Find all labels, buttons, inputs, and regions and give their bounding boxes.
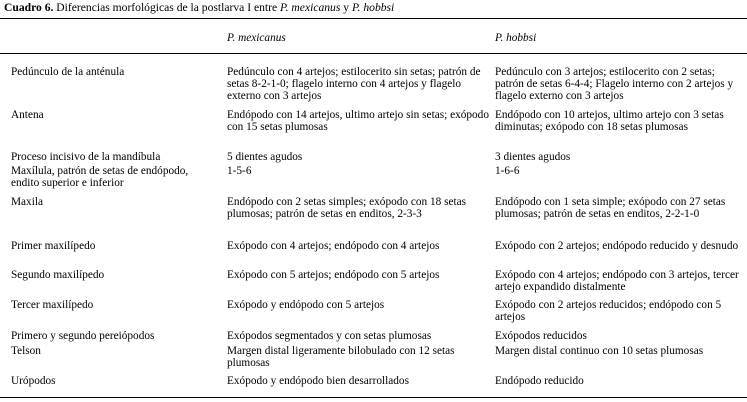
row-label: Primero y segundo pereiópodos xyxy=(11,330,155,342)
cell-mexicanus: Endópodo con 14 artejos, ultimo artejo sin setas; exópodo con 15 setas plumosas xyxy=(227,109,489,133)
cell-mexicanus: Exópodo y endópodo con 5 artejos xyxy=(227,299,385,311)
cell-mexicanus: 5 dientes agudos xyxy=(227,151,303,163)
cell-mexicanus: Exópodo con 4 artejos; endópodo con 4 artejos xyxy=(227,240,440,252)
row-label: Maxila xyxy=(11,196,43,208)
row-label: Antena xyxy=(11,109,44,121)
caption-species-2: P. hobbsi xyxy=(351,1,395,14)
cell-mexicanus: Exópodos segmentados y con setas plumosas xyxy=(227,330,432,342)
header-hobbsi: P. hobbsi xyxy=(495,32,537,44)
row-label: Segundo maxilípedo xyxy=(11,269,105,281)
row-label: Urópodos xyxy=(11,375,56,387)
cell-hobbsi: Endópodo con 1 seta simple; exópodo con 27 setas plumosas; patrón de setas en enditos, 2-2-1-0 xyxy=(495,196,726,220)
cell-hobbsi: 3 dientes agudos xyxy=(495,151,571,163)
cell-hobbsi: 1-6-6 xyxy=(495,165,520,177)
row-label: Primer maxilípedo xyxy=(11,240,96,252)
cell-hobbsi: Endópodo reducido xyxy=(495,375,584,387)
cell-mexicanus: Pedúnculo con 4 artejos; estilocerito sin setas; patrón de setas 8-2-1-0; flagelo interno con 4 artejos y flagelo externo con 3 artejos xyxy=(227,66,481,102)
top-rule xyxy=(0,18,747,19)
caption-species-1: P. mexicanus xyxy=(280,1,341,14)
caption-label: Cuadro 6. xyxy=(4,1,54,14)
cell-mexicanus: Exópodo y endópodo bien desarrollados xyxy=(227,375,409,387)
cell-hobbsi: Exópodo con 2 artejos; endópodo reducido y desnudo xyxy=(495,240,739,252)
row-label: Pedúnculo de la anténula xyxy=(11,66,125,78)
cell-hobbsi: Margen distal continuo con 10 setas plumosas xyxy=(495,345,704,357)
cell-mexicanus: Margen distal ligeramente bilobulado con 12 setas plumosas xyxy=(227,345,455,369)
cell-hobbsi: Endópodo con 10 artejos, ultimo artejo con 3 setas diminutas; exópodo con 18 setas plumosas xyxy=(495,109,724,133)
row-label: Telson xyxy=(11,345,41,357)
row-label: Maxílula, patrón de setas de endópodo, endito superior e inferior xyxy=(11,165,189,189)
caption-conjunction: y xyxy=(340,1,352,14)
cell-mexicanus: 1-5-6 xyxy=(227,165,252,177)
cell-hobbsi: Exópodo con 2 artejos reducidos; endópodo con 5 artejos xyxy=(495,299,722,323)
cell-hobbsi: Pedúnculo con 3 artejos; estilocerito con 2 setas; patrón de setas 6-4-4; Flagelo interno con 2 artejos y flagelo externo con 3 artejos xyxy=(495,66,734,102)
cell-mexicanus: Endópodo con 2 setas simples; exópodo con 18 setas plumosas; patrón de setas en enditos, 2-3-3 xyxy=(227,196,467,220)
cell-mexicanus: Exópodo con 5 artejos; endópodo con 5 artejos xyxy=(227,269,440,281)
header-rule xyxy=(0,53,747,54)
row-label: Proceso incisivo de la mandíbula xyxy=(11,151,161,163)
cell-hobbsi: Exópodos reducidos xyxy=(495,330,587,342)
caption-text: Diferencias morfológicas de la postlarva I entre xyxy=(53,1,281,14)
bottom-rule xyxy=(0,397,747,398)
cell-hobbsi: Exópodo con 4 artejos; endópodo con 3 artejos, tercer artejo expandido distalmente xyxy=(495,269,739,293)
header-mexicanus: P. mexicanus xyxy=(227,32,286,44)
row-label: Tercer maxilípedo xyxy=(11,299,94,311)
table-caption xyxy=(4,1,744,14)
